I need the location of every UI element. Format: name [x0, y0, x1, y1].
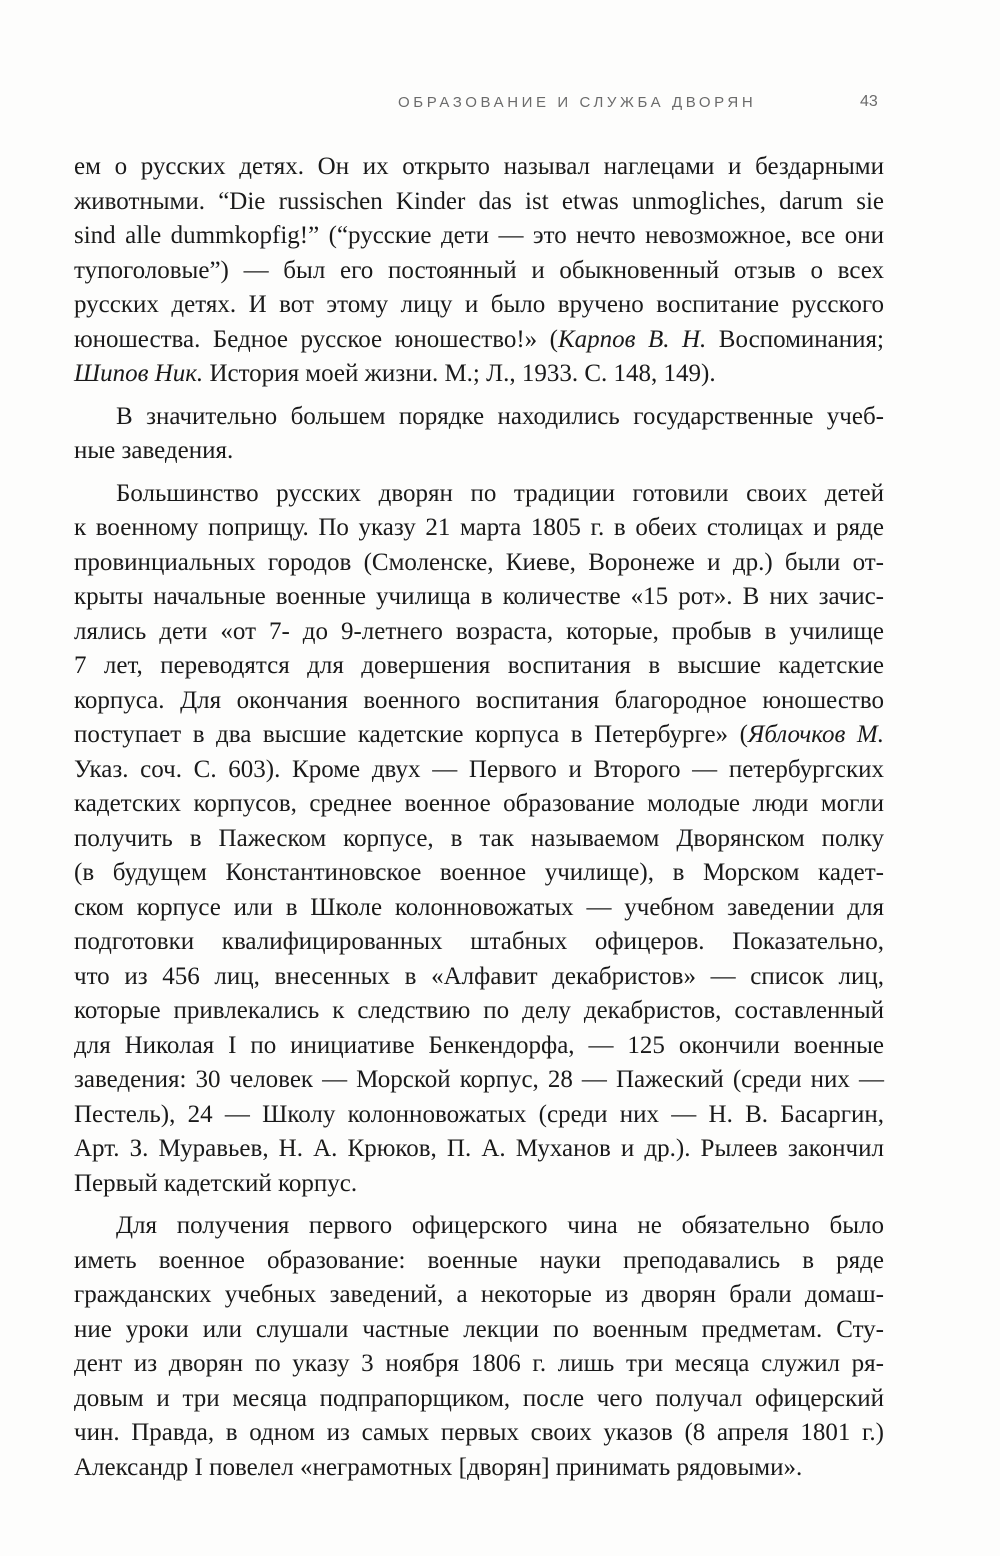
text-line: Пестель), 24 — Школу колонновожатых (среди них — Н. В. Басаргин, — [74, 1100, 884, 1128]
text-line: ние уроки или слушали частные лекции по военным предметам. Сту- — [74, 1315, 884, 1343]
citation-author: Шипов Ник. — [74, 360, 204, 387]
text-line: кадетских корпусов, среднее военное образование молодые люди могли — [74, 790, 884, 817]
text-line: гражданских учебных заведений, а некоторые из дворян брали домаш- — [74, 1281, 884, 1308]
text-line: Шипов Ник. История моей жизни. М.; Л., 1933. С. 148, 149). — [74, 360, 716, 387]
text-line: для Николая I по инициативе Бенкендорфа, — 125 окончили военные — [74, 1031, 884, 1059]
running-head-title: ОБРАЗОВАНИЕ И СЛУЖБА ДВОРЯН — [398, 94, 757, 111]
text-line: что из 456 лиц, внесенных в «Алфавит декабристов» — список лиц, — [74, 962, 884, 990]
text-line: Александр I повелел «неграмотных [дворян] принимать рядовыми». — [74, 1453, 803, 1481]
text-line: иметь военное образование: военные науки преподавались в ряде — [74, 1246, 884, 1274]
text-line: которые привлекались к следствию по делу декабристов, составленный — [74, 997, 884, 1024]
text-line: подготовки квалифицированных штабных офицеров. Показательно, — [74, 928, 884, 955]
page-number: 43 — [860, 93, 878, 110]
paragraph — [74, 150, 884, 392]
citation-author: Яблочков М. — [747, 721, 884, 748]
text-line: (в будущем Константиновское военное училище), в Морском кадет- — [74, 859, 884, 886]
paragraph — [74, 400, 884, 469]
text-line: Указ. соч. С. 603). Кроме двух — Первого и Второго — петербургских — [74, 755, 884, 783]
text-line: лялись дети «от 7- до 9-летнего возраста, которые, пробыв в училище — [74, 617, 884, 645]
text-line: ные заведения. — [74, 437, 234, 464]
text-line: поступает в два высшие кадетские корпуса в Петербурге» (Яблочков М. — [74, 721, 884, 748]
text-line: русских детях. И вот этому лицу и было вручено воспитание русского — [74, 291, 884, 318]
text-line: юношества. Бедное русское юношество!» (Карпов В. Н. Воспоминания; — [74, 325, 884, 353]
text-line: Арт. З. Муравьев, Н. А. Крюков, П. А. Муханов и др.). Рылеев закончил — [74, 1135, 884, 1162]
text-line: sind alle dummkopfig!” (“русские дети — это нечто невозможное, все они — [74, 222, 884, 249]
text-line: ем о русских детях. Он их открыто называл наглецами и бездарными — [74, 153, 884, 180]
text-line: тупоголовые”) — был его постоянный и обыкновенный отзыв о всех — [74, 256, 884, 284]
text-line: чин. Правда, в одном из самых первых своих указов (8 апреля 1801 г.) — [74, 1419, 884, 1446]
text-line: 7 лет, переводятся для довершения воспитания в высшие кадетские — [74, 652, 884, 679]
text-line: Большинство русских дворян по традиции готовили своих детей — [116, 479, 884, 507]
paragraph — [74, 1209, 884, 1485]
text-line: ском корпусе или в Школе колонновожатых — учебном заведении для — [74, 893, 884, 921]
text-line: животными. “Die russischen Kinder das ist etwas unmogliches, darum sie — [74, 187, 884, 215]
text-line: довым и три месяца подпрапорщиком, после чего получал офицерский — [74, 1384, 884, 1412]
text-line: Для получения первого офицерского чина не обязательно было — [116, 1212, 884, 1239]
text-line: провинциальных городов (Смоленске, Киеве, Воронеже и др.) были от- — [74, 548, 884, 576]
paragraph — [74, 477, 884, 1202]
text-line: получить в Пажеском корпусе, в так называемом Дворянском полку — [74, 824, 884, 852]
citation-author: Карпов В. Н. — [558, 325, 707, 353]
text-line: корпуса. Для окончания военного воспитания благородное юношество — [74, 686, 884, 714]
text-line: Первый кадетский корпус. — [74, 1169, 358, 1197]
text-line: В значительно большем порядке находились государственные учеб- — [116, 402, 884, 430]
text-line: заведения: 30 человек — Морской корпус, 28 — Пажеский (среди них — — [74, 1066, 884, 1093]
text-line: крыты начальные военные училища в количестве «15 рот». В них зачис- — [74, 583, 884, 610]
body-text — [74, 150, 884, 1485]
text-line: к военному поприщу. По указу 21 марта 1805 г. в обеих столицах и ряде — [74, 514, 884, 541]
text-line: дент из дворян по указу 3 ноября 1806 г. лишь три месяца служил ря- — [74, 1350, 884, 1377]
